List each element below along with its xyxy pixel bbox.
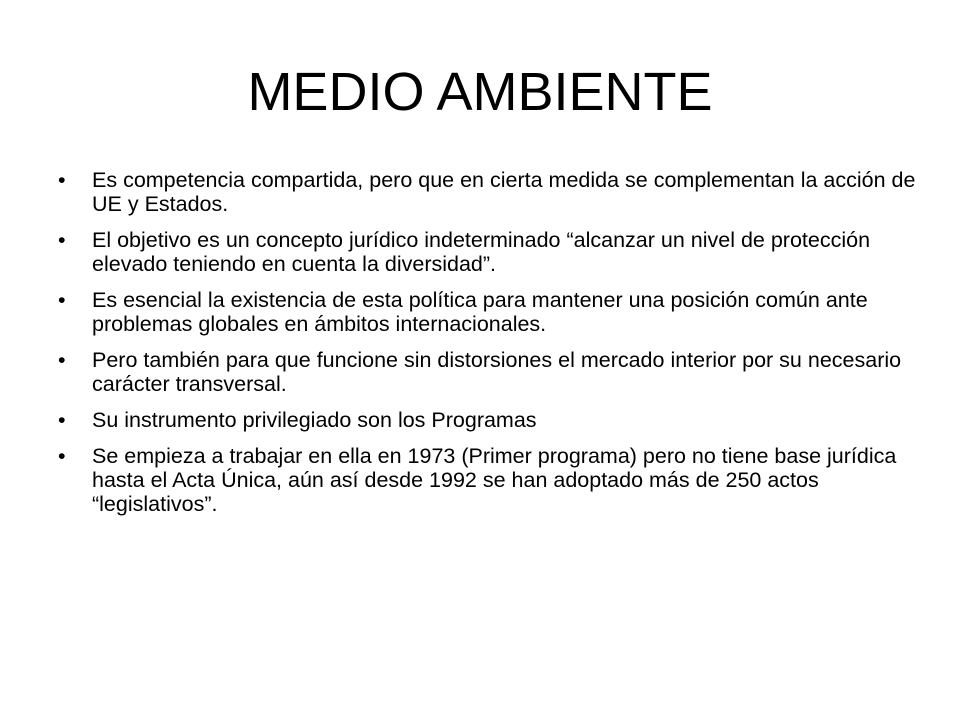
bullet-text: El objetivo es un concepto jurídico indeterminado “alcanzar un nivel de protección elevado teniendo en cuenta la diversidad”.	[92, 228, 871, 276]
bullet-text: Se empieza a trabajar en ella en 1973 (Primer programa) pero no tiene base jurídica hasta el Acta Única, aún así desde 1992 se han adoptado más de 250 actos “legislativos”.	[92, 444, 897, 516]
bullet-item	[58, 408, 918, 432]
bullet-icon: •	[58, 168, 66, 192]
bullet-item	[58, 444, 918, 516]
bullet-text: Pero también para que funcione sin distorsiones el mercado interior por su necesario carácter transversal.	[92, 348, 902, 396]
bullet-icon: •	[58, 288, 66, 312]
bullet-text: Es esencial la existencia de esta política para mantener una posición común ante problemas globales en ámbitos internacionales.	[92, 288, 868, 336]
bullet-item	[58, 228, 918, 276]
bullet-item	[58, 348, 918, 396]
bullet-icon: •	[58, 348, 66, 372]
bullet-item	[58, 288, 918, 336]
bullet-list	[58, 168, 918, 528]
bullet-item	[58, 168, 918, 216]
bullet-text: Su instrumento privilegiado son los Programas	[92, 408, 537, 432]
bullet-icon: •	[58, 228, 66, 252]
bullet-text: Es competencia compartida, pero que en cierta medida se complementan la acción de UE y Estados.	[92, 168, 916, 216]
bullet-icon: •	[58, 408, 66, 432]
slide-title: MEDIO AMBIENTE	[247, 62, 713, 122]
bullet-icon: •	[58, 444, 66, 468]
